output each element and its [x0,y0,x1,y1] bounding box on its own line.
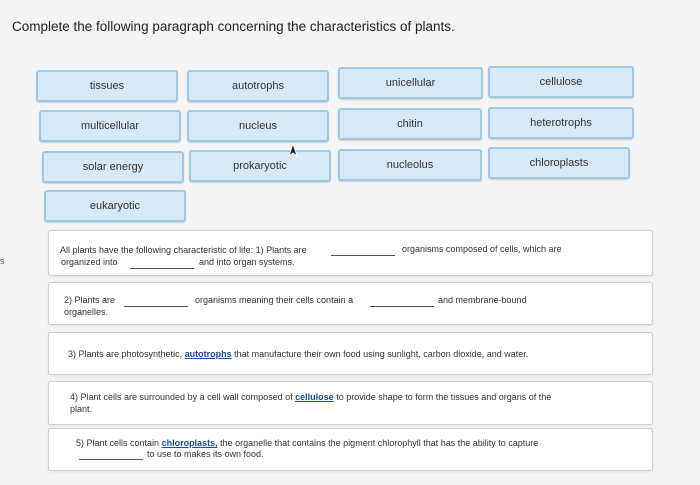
sentence-5-text-c: the organelle that contains the pigment chlorophyll that has the ability to capture [220,438,539,448]
sentence-3-line [68,349,528,360]
sentence-4-text-d: plant. [70,404,93,414]
sentence-4-text-a: 4) Plant cells are surrounded by a cell wall composed of [70,392,293,402]
blank-5[interactable] [79,449,143,463]
blank-3[interactable] [124,296,188,310]
blank-2[interactable] [130,258,194,272]
sentence-2-text-a: 2) Plants are [64,295,116,305]
mouse-cursor-icon [288,143,298,157]
word-chip-heterotrophs[interactable]: heterotrophs [488,107,634,139]
word-chip-tissues[interactable]: tissues [36,70,178,102]
word-chip-prokaryotic[interactable]: prokaryotic [189,150,331,182]
side-marker: s [0,256,5,266]
word-chip-cellulose[interactable]: cellulose [488,66,634,98]
sentence-2-text-d: organelles. [64,307,109,317]
sentence-2-text-c: and membrane-bound [438,295,527,305]
word-chip-multicellular[interactable]: multicellular [39,110,181,142]
sentence-4-text-c: to provide shape to form the tissues and organs of the [336,392,552,402]
sentence-1-text-a: All plants have the following characteristic of life: 1) Plants are [60,245,307,255]
sentence-5-line [76,438,538,449]
filled-answer-cellulose[interactable]: cellulose [295,392,334,402]
sentence-1-text-d: and into organ systems. [199,257,295,267]
word-chip-solar-energy[interactable]: solar energy [42,151,184,183]
word-chip-chitin[interactable]: chitin [338,108,482,140]
sentence-3-text-c: that manufacture their own food using sunlight, carbon dioxide, and water. [234,349,529,359]
sentence-1-text-b: organisms composed of cells, which are [402,244,562,254]
word-chip-autotrophs[interactable]: autotrophs [187,70,329,102]
blank-4[interactable] [370,296,434,310]
sentence-1-text-c: organized into [61,257,118,267]
filled-answer-chloroplasts[interactable]: chloroplasts, [161,438,218,448]
sentence-box-5 [48,428,653,471]
word-chip-unicellular[interactable]: unicellular [338,67,483,99]
sentence-box-2 [48,282,653,325]
sentence-4-line [70,392,551,403]
sentence-box-1 [48,230,653,276]
word-chip-chloroplasts[interactable]: chloroplasts [488,147,630,179]
blank-1[interactable] [331,245,395,259]
instruction-text: Complete the following paragraph concerning the characteristics of plants. [12,19,455,34]
sentence-5-text-a: 5) Plant cells contain [76,438,160,448]
word-chip-nucleolus[interactable]: nucleolus [338,149,482,181]
word-chip-nucleus[interactable]: nucleus [187,110,329,142]
sentence-box-3 [48,332,653,375]
sentence-2-text-b: organisms meaning their cells contain a [195,295,354,305]
sentence-3-text-a: 3) Plants are photosynthetic, [68,349,183,359]
sentence-box-4 [48,381,653,425]
filled-answer-autotrophs[interactable]: autotrophs [184,349,232,359]
word-chip-eukaryotic[interactable]: eukaryotic [44,190,186,222]
sentence-5-text-d: to use to makes its own food. [147,449,264,459]
